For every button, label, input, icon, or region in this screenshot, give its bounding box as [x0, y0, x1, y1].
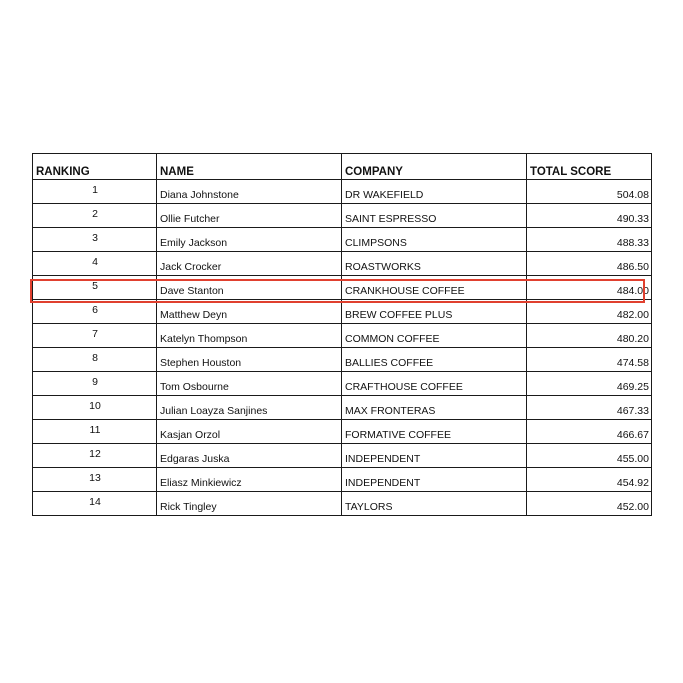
table-row: [33, 300, 652, 324]
name-cell: Tom Osbourne: [157, 372, 342, 396]
company-cell: DR WAKEFIELD: [342, 180, 527, 204]
table-row: [33, 468, 652, 492]
company-cell: MAX FRONTERAS: [342, 396, 527, 420]
ranking-cell: 5: [33, 276, 157, 300]
company-cell: INDEPENDENT: [342, 444, 527, 468]
header-ranking: RANKING: [33, 154, 157, 180]
company-cell: CLIMPSONS: [342, 228, 527, 252]
score-cell: 482.00: [527, 300, 652, 324]
table-row: [33, 444, 652, 468]
score-cell: 484.00: [527, 276, 652, 300]
name-cell: Julian Loayza Sanjines: [157, 396, 342, 420]
table-row-highlighted: [33, 276, 652, 300]
ranking-cell: 2: [33, 204, 157, 228]
company-cell: ROASTWORKS: [342, 252, 527, 276]
table-header-row: [33, 154, 652, 180]
score-cell: 467.33: [527, 396, 652, 420]
ranking-cell: 1: [33, 180, 157, 204]
score-cell: 504.08: [527, 180, 652, 204]
table-row: [33, 420, 652, 444]
company-cell: INDEPENDENT: [342, 468, 527, 492]
name-cell: Matthew Deyn: [157, 300, 342, 324]
score-cell: 488.33: [527, 228, 652, 252]
name-cell: Rick Tingley: [157, 492, 342, 516]
header-total-score: TOTAL SCORE: [527, 154, 652, 180]
ranking-cell: 3: [33, 228, 157, 252]
score-cell: 486.50: [527, 252, 652, 276]
name-cell: Stephen Houston: [157, 348, 342, 372]
ranking-cell: 10: [33, 396, 157, 420]
score-cell: 474.58: [527, 348, 652, 372]
ranking-cell: 6: [33, 300, 157, 324]
name-cell: Dave Stanton: [157, 276, 342, 300]
company-cell: SAINT ESPRESSO: [342, 204, 527, 228]
name-cell: Emily Jackson: [157, 228, 342, 252]
company-cell: FORMATIVE COFFEE: [342, 420, 527, 444]
ranking-cell: 13: [33, 468, 157, 492]
header-company: COMPANY: [342, 154, 527, 180]
score-cell: 454.92: [527, 468, 652, 492]
table-row: [33, 372, 652, 396]
score-cell: 469.25: [527, 372, 652, 396]
company-cell: COMMON COFFEE: [342, 324, 527, 348]
ranking-cell: 8: [33, 348, 157, 372]
score-cell: 490.33: [527, 204, 652, 228]
table-row: [33, 492, 652, 516]
score-cell: 466.67: [527, 420, 652, 444]
rankings-table: [32, 153, 652, 516]
table-row: [33, 180, 652, 204]
name-cell: Katelyn Thompson: [157, 324, 342, 348]
name-cell: Ollie Futcher: [157, 204, 342, 228]
name-cell: Edgaras Juska: [157, 444, 342, 468]
company-cell: TAYLORS: [342, 492, 527, 516]
ranking-cell: 4: [33, 252, 157, 276]
table-row: [33, 252, 652, 276]
name-cell: Diana Johnstone: [157, 180, 342, 204]
score-cell: 480.20: [527, 324, 652, 348]
table-row: [33, 324, 652, 348]
company-cell: CRANKHOUSE COFFEE: [342, 276, 527, 300]
table-row: [33, 228, 652, 252]
ranking-cell: 14: [33, 492, 157, 516]
ranking-cell: 7: [33, 324, 157, 348]
name-cell: Eliasz Minkiewicz: [157, 468, 342, 492]
table-row: [33, 348, 652, 372]
score-cell: 452.00: [527, 492, 652, 516]
table-row: [33, 204, 652, 228]
ranking-cell: 12: [33, 444, 157, 468]
company-cell: CRAFTHOUSE COFFEE: [342, 372, 527, 396]
company-cell: BREW COFFEE PLUS: [342, 300, 527, 324]
header-name: NAME: [157, 154, 342, 180]
company-cell: BALLIES COFFEE: [342, 348, 527, 372]
ranking-cell: 11: [33, 420, 157, 444]
name-cell: Kasjan Orzol: [157, 420, 342, 444]
table-row: [33, 396, 652, 420]
score-cell: 455.00: [527, 444, 652, 468]
name-cell: Jack Crocker: [157, 252, 342, 276]
ranking-cell: 9: [33, 372, 157, 396]
